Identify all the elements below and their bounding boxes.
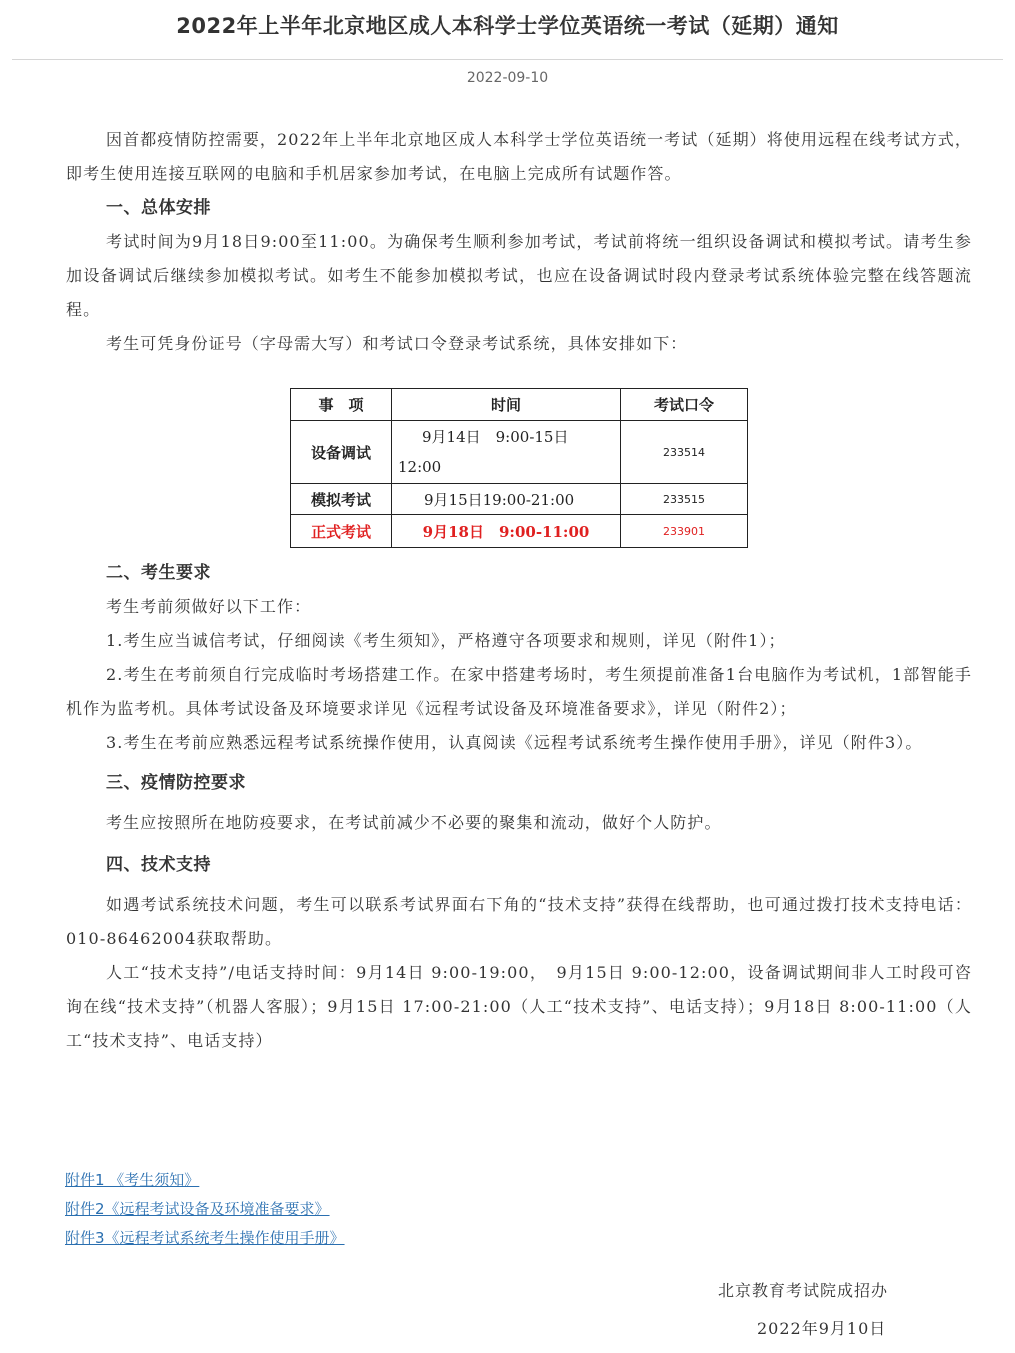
table-row [291, 421, 748, 484]
section-heading-arrangement: 一、总体安排 [106, 198, 211, 218]
row-time: 9月18日 9:00-11:00 [392, 515, 621, 548]
attachment-link-3[interactable]: 附件3《远程考试系统考生操作使用手册》 [65, 1229, 345, 1247]
attachment-link-2[interactable]: 附件2《远程考试设备及环境准备要求》 [65, 1200, 330, 1218]
schedule-table [290, 388, 748, 548]
arrangement-paragraph-1: 考试时间为9月18日9:00至11:00。为确保考生顺利参加考试，考试前将统一组织设备调试和模拟考试。请考生参加设备调试后继续参加模拟考试。如考生不能参加模拟考试，也应在设备调试时段内登录考试系统体验完整在线答题流程。 [66, 232, 972, 319]
requirements-paragraph-1: 1.考生应当诚信考试，仔细阅读《考生须知》，严格遵守各项要求和规则，详见（附件1）； [106, 631, 786, 650]
row-code: 233515 [621, 484, 748, 515]
signature-date: 2022年9月10日 [757, 1319, 887, 1338]
row-time-line2: 12:00 [398, 458, 442, 476]
epidemic-paragraph: 考生应按照所在地防疫要求，在考试前减少不必要的聚集和流动，做好个人防护。 [106, 813, 722, 832]
arrangement-paragraph-2: 考生可凭身份证号（字母需大写）和考试口令登录考试系统，具体安排如下： [106, 334, 688, 353]
article-body [66, 123, 972, 361]
row-time: 9月15日19:00-21:00 [392, 484, 621, 515]
table-header-time: 时间 [392, 389, 621, 421]
section-heading-support: 四、技术支持 [106, 855, 211, 875]
table-row-highlight [291, 515, 748, 548]
table-header-row [291, 389, 748, 421]
intro-paragraph: 因首都疫情防控需要，2022年上半年北京地区成人本科学士学位英语统一考试（延期）将使用远程在线考试方式，即考生使用连接互联网的电脑和手机居家参加考试，在电脑上完成所有试题作答。 [66, 130, 972, 183]
attachment-link-1[interactable]: 附件1 《考生须知》 [65, 1171, 200, 1189]
requirements-paragraph-2: 2.考生在考前须自行完成临时考场搭建工作。在家中搭建考场时，考生须提前准备1台电脑作为考试机，1部智能手机作为监考机。具体考试设备及环境要求详见《远程考试设备及环境准备要求》，详见（附件2）； [66, 665, 972, 718]
support-paragraph-2: 人工“技术支持”/电话支持时间：9月14日 9:00-19:00， 9月15日 9:00-12:00，设备调试期间非人工时段可咨询在线“技术支持”（机器人客服）；9月15日 17:00-21:00（人工“技术支持”、电话支持）；9月18日 8:00-11:00（人工“技术支持”、电话支持） [66, 963, 972, 1050]
title-divider [12, 59, 1003, 60]
attachment-links [65, 1166, 345, 1253]
row-item-label: 正式考试 [291, 515, 392, 548]
publish-date: 2022-09-10 [466, 70, 549, 86]
requirements-paragraph-3: 3.考生在考前应熟悉远程考试系统操作使用，认真阅读《远程考试系统考生操作使用手册》，详见（附件3）。 [106, 733, 923, 752]
row-item-label: 设备调试 [291, 421, 392, 484]
row-time [392, 421, 621, 484]
page-title: 2022年上半年北京地区成人本科学士学位英语统一考试（延期）通知 [176, 14, 839, 38]
row-item-label: 模拟考试 [291, 484, 392, 515]
table-row [291, 484, 748, 515]
table-header-item: 事 项 [291, 389, 392, 421]
requirements-paragraph-0: 考生考前须做好以下工作： [106, 597, 312, 616]
table-header-code: 考试口令 [621, 389, 748, 421]
row-code: 233901 [621, 515, 748, 548]
article-body-continued [66, 556, 972, 1058]
signature-org: 北京教育考试院成招办 [718, 1281, 889, 1300]
row-time-line1: 9月14日 9:00-15日 [422, 428, 569, 446]
section-heading-requirements: 二、考生要求 [106, 563, 211, 583]
support-paragraph-1: 如遇考试系统技术问题，考生可以联系考试界面右下角的“技术支持”获得在线帮助，也可通过拨打技术支持电话：010-86462004获取帮助。 [66, 895, 972, 948]
section-heading-epidemic: 三、疫情防控要求 [106, 773, 246, 793]
row-code: 233514 [621, 421, 748, 484]
